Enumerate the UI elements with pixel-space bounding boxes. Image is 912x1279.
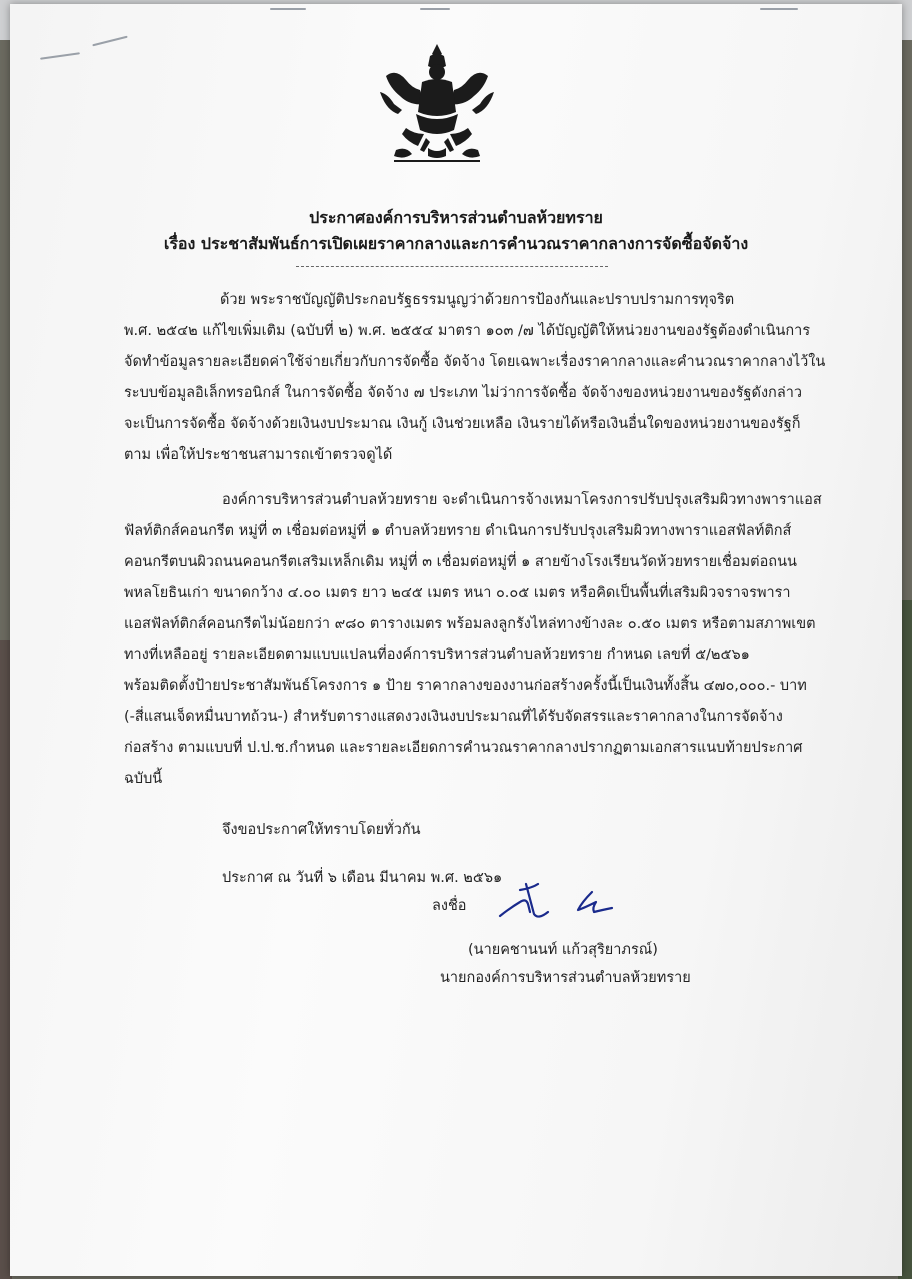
staple-mark xyxy=(760,8,798,10)
paragraph-2-line: (-สี่แสนเจ็ดหมื่นบาทถ้วน-) สำหรับตารางแสดงวงเงินงบประมาณที่ได้รับจัดสรรและราคากลางในการจัดจ้าง xyxy=(124,709,783,725)
paragraph-2-line: ทางที่เหลืออยู่ รายละเอียดตามแบบแปลนที่องค์การบริหารส่วนตำบลห้วยทราย กำหนด เลขที่ ๕/๒๕๖๑ xyxy=(124,647,750,663)
date-line: ประกาศ ณ วันที่ ๖ เดือน มีนาคม พ.ศ. ๒๕๖๑ xyxy=(222,870,503,886)
paragraph-2-line: พร้อมติดตั้งป้ายประชาสัมพันธ์โครงการ ๑ ป้าย ราคากลางของงานก่อสร้างครั้งนี้เป็นเงินทั้งสิ้น ๔๗๐,๐๐๐.- บาท xyxy=(124,678,807,694)
paragraph-1-line: จะเป็นการจัดซื้อ จัดจ้างด้วยเงินงบประมาณ เงินกู้ เงินช่วยเหลือ เงินรายได้หรือเงินอื่นใดของหน่วยงานของรัฐก็ xyxy=(124,416,801,432)
staple-mark xyxy=(420,8,450,10)
paragraph-2-line: แอสฟัลท์ติกส์คอนกรีตไม่น้อยกว่า ๙๘๐ ตารางเมตร พร้อมลงลูกรังไหล่ทางข้างละ ๐.๕๐ เมตร หรือตามสภาพเขต xyxy=(124,616,816,632)
paragraph-2-line: ก่อสร้าง ตามแบบที่ ป.ป.ช.กำหนด และรายละเอียดการคำนวณราคากลางปรากฏตามเอกสารแนบท้ายประกาศ xyxy=(124,740,803,756)
paragraph-1-line: ด้วย พระราชบัญญัติประกอบรัฐธรรมนูญว่าด้วยการป้องกันและปราบปรามการทุจริต xyxy=(220,292,735,308)
paragraph-2-line: ฉบับนี้ xyxy=(124,771,163,787)
staple-mark xyxy=(270,8,306,10)
paragraph-2-line: ฟัลท์ติกส์คอนกรีต หมู่ที่ ๓ เชื่อมต่อหมู่ที่ ๑ ตำบลห้วยทราย ดำเนินการปรับปรุงเสริมผิวทางพาราแอสฟัลท์ติกส์ xyxy=(124,523,792,539)
document-subject: เรื่อง ประชาสัมพันธ์การเปิดเผยราคากลางและการคำนวณราคากลางการจัดซื้อจัดจ้าง xyxy=(163,234,749,253)
sign-label: ลงชื่อ xyxy=(432,898,467,914)
paragraph-1-line: จัดทำข้อมูลรายละเอียดค่าใช้จ่ายเกี่ยวกับการจัดซื้อ จัดจ้าง โดยเฉพาะเรื่องราคากลางและคำนวณราคากลางไว้ใน xyxy=(124,354,826,370)
paragraph-1-line: ตาม เพื่อให้ประชาชนสามารถเข้าตรวจดูได้ xyxy=(124,447,393,463)
paragraph-1-line: ระบบข้อมูลอิเล็กทรอนิกส์ ในการจัดซื้อ จัดจ้าง ๗ ประเภท ไม่ว่าการจัดซื้อ จัดจ้างของหน่วยงานของรัฐดังกล่าว xyxy=(124,385,802,401)
title-divider xyxy=(296,266,608,267)
signer-name: (นายคชานนท์ แก้วสุริยาภรณ์) xyxy=(468,942,658,958)
signer-position: นายกองค์การบริหารส่วนตำบลห้วยทราย xyxy=(440,970,691,986)
paragraph-2-line: องค์การบริหารส่วนตำบลห้วยทราย จะดำเนินการจ้างเหมาโครงการปรับปรุงเสริมผิวทางพาราแอส xyxy=(222,492,822,508)
garuda-emblem-icon xyxy=(376,42,498,166)
closing-statement: จึงขอประกาศให้ทราบโดยทั่วกัน xyxy=(222,822,421,838)
document-page xyxy=(10,4,902,1276)
paragraph-2-line: คอนกรีตบนผิวถนนคอนกรีตเสริมเหล็กเดิม หมู่ที่ ๓ เชื่อมต่อหมู่ที่ ๑ สายข้างโรงเรียนวัดห้วยทรายเชื่อมต่อถนน xyxy=(124,554,797,570)
document-title: ประกาศองค์การบริหารส่วนตำบลห้วยทราย xyxy=(309,208,603,227)
paragraph-1-line: พ.ศ. ๒๕๔๒ แก้ไขเพิ่มเติม (ฉบับที่ ๒) พ.ศ. ๒๕๕๔ มาตรา ๑๐๓ /๗ ได้บัญญัติให้หน่วยงานของรัฐต้องดำเนินการ xyxy=(124,323,811,339)
paragraph-2-line: พหลโยธินเก่า ขนาดกว้าง ๔.๐๐ เมตร ยาว ๒๔๕ เมตร หนา ๐.๐๕ เมตร หรือคิดเป็นพื้นที่เสริมผิวจราจรพารา xyxy=(124,585,791,601)
handwritten-signature xyxy=(496,878,636,924)
